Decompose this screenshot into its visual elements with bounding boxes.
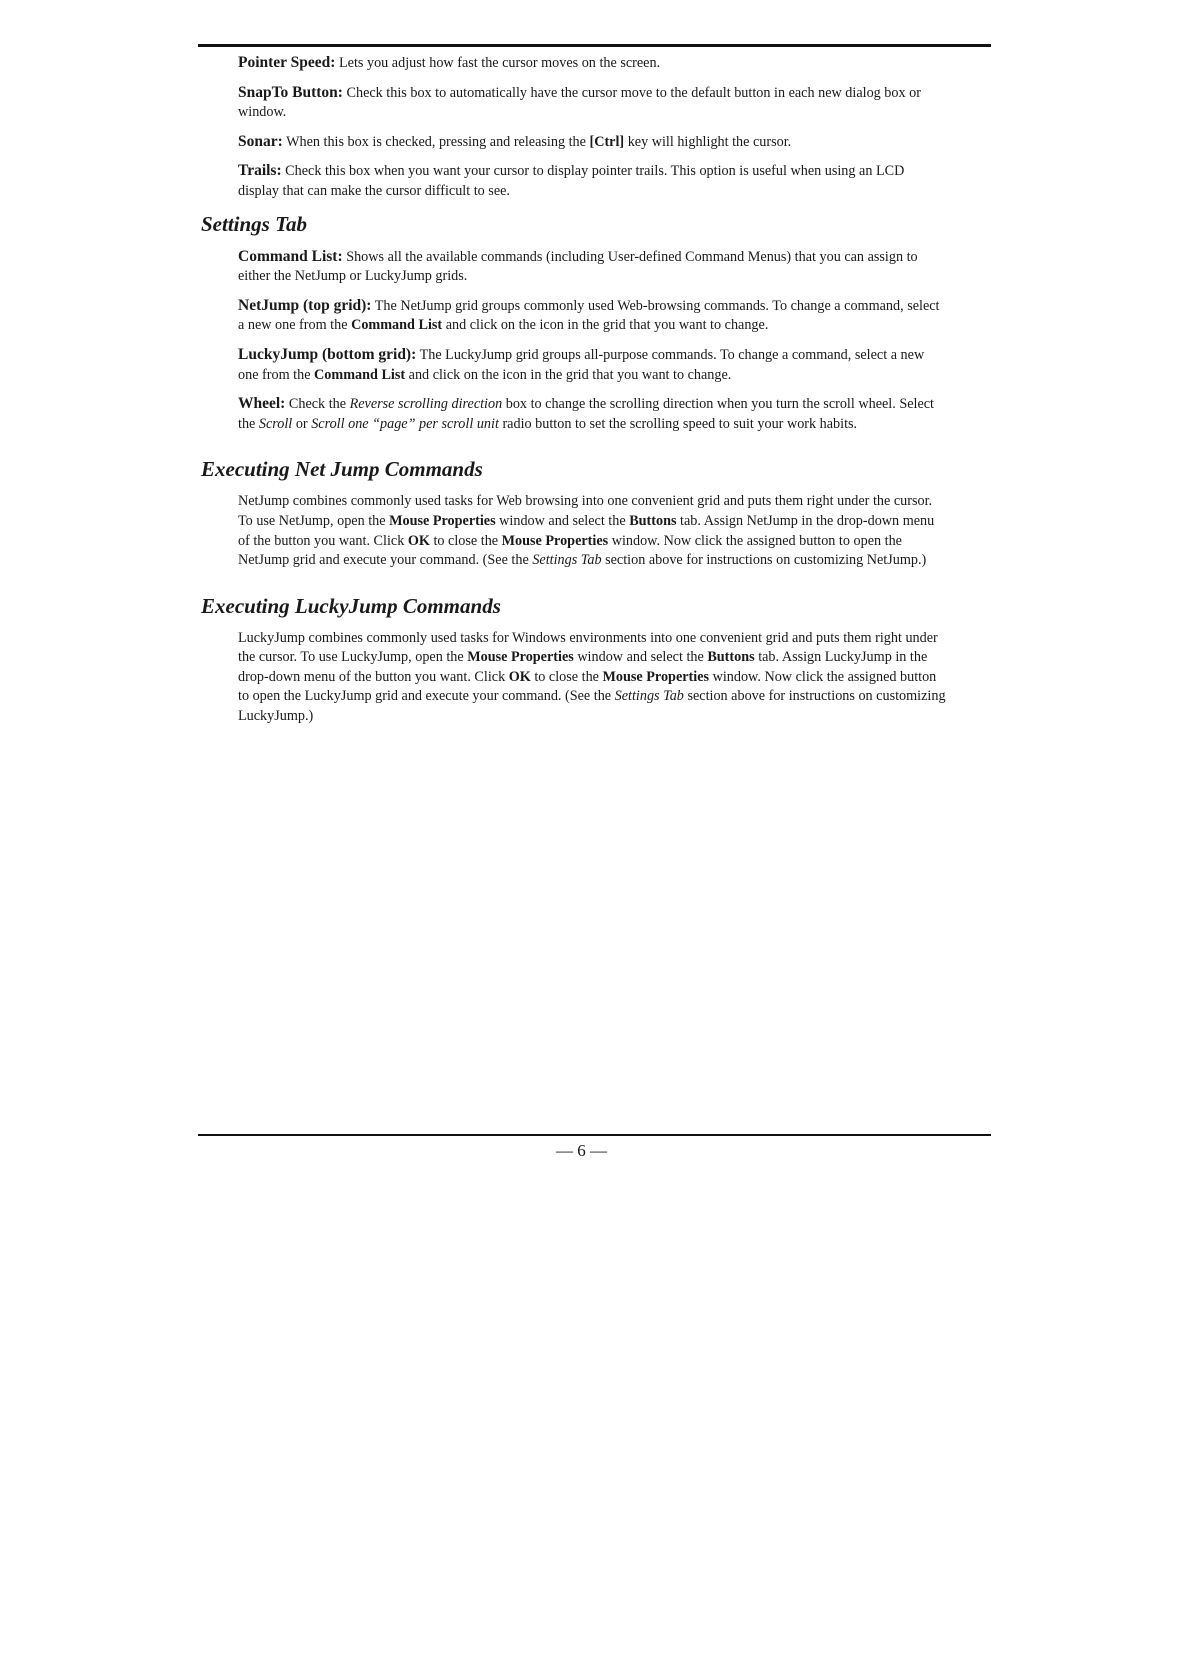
scroll-page-option: Scroll one “page” per scroll unit: [311, 415, 499, 432]
body-text: section above for instructions on customizing LuckyJump.): [238, 688, 946, 725]
mouse-properties-ref: Mouse Properties: [467, 649, 574, 666]
command-list-term: Command List:: [238, 247, 343, 265]
buttons-tab-ref: Buttons: [707, 649, 755, 666]
body-text: window. Now click the assigned button to open the LuckyJump grid and execute your command. (See the: [238, 668, 937, 705]
command-list-text: Shows all the available commands (including User-defined Command Menus) that you can assign to either the NetJump or LuckyJump grids.: [238, 248, 918, 285]
wheel-text: box to change the scrolling direction when you turn the scroll wheel. Select the: [238, 396, 934, 432]
pointer-speed-item: [238, 53, 948, 74]
trails-item: [238, 161, 948, 201]
sonar-term: Sonar:: [238, 132, 283, 150]
body-text: tab. Assign LuckyJump in the drop-down menu of the button you want. Click: [238, 649, 928, 685]
trails-text: Check this box when you want your cursor to display pointer trails. This option is useful when using an LCD display that can make the cursor difficult to see.: [238, 163, 905, 199]
buttons-tab-ref: Buttons: [629, 512, 677, 529]
wheel-text-end: radio button to set the scrolling speed to suit your work habits.: [502, 415, 858, 432]
body-text: to close the: [433, 532, 499, 549]
luckyjump-grid-text: The LuckyJump grid groups all-purpose commands. To change a command, select a new one from the: [238, 346, 925, 383]
body-text: NetJump combines commonly used tasks for Web browsing into one convenient grid and puts them right under the cursor. To use NetJump, open the: [238, 493, 933, 529]
ok-ref: OK: [508, 668, 531, 685]
body-text: tab. Assign NetJump in the drop-down menu of the button you want. Click: [238, 512, 935, 549]
pointer-speed-text: Lets you adjust how fast the cursor moves on the screen.: [339, 55, 661, 71]
command-list-ref: Command List: [314, 366, 406, 383]
page-number: — 6 —: [556, 1141, 607, 1160]
mouse-properties-ref: Mouse Properties: [389, 512, 496, 529]
body-text: window and select the: [577, 649, 704, 666]
settings-tab-ref: Settings Tab: [614, 688, 684, 705]
luckyjump-section-heading: Executing LuckyJump Commands: [201, 593, 501, 618]
trails-term: Trails:: [238, 162, 282, 180]
ok-ref: OK: [407, 532, 430, 549]
settings-tab-ref: Settings Tab: [532, 552, 602, 569]
sonar-text: When this box is checked, pressing and releasing the: [286, 133, 586, 150]
body-text: to close the: [534, 668, 599, 685]
luckyjump-grid-text-end: and click on the icon in the grid that you want to change.: [408, 366, 732, 383]
netjump-grid-text-end: and click on the icon in the grid that you want to change.: [445, 317, 769, 334]
wheel-text: Check the: [288, 396, 347, 413]
pointer-speed-term: Pointer Speed:: [238, 54, 336, 71]
top-rule: [198, 44, 991, 47]
body-text: section above for instructions on customizing NetJump.): [605, 552, 927, 569]
body-text: window and select the: [499, 512, 626, 529]
scroll-option: Scroll: [258, 415, 293, 432]
snapto-text: Check this box to automatically have the cursor move to the default button in each new dialog box or window.: [238, 84, 921, 121]
command-list-ref: Command List: [351, 317, 443, 334]
snapto-term: SnapTo Button:: [238, 83, 343, 101]
sonar-text-end: key will highlight the cursor.: [627, 133, 792, 150]
luckyjump-grid-term: LuckyJump (bottom grid):: [238, 345, 417, 363]
settings-tab-heading: Settings Tab: [201, 211, 308, 236]
mouse-properties-ref: Mouse Properties: [501, 532, 609, 549]
netjump-grid-item: [238, 296, 948, 336]
netjump-section-body: [238, 492, 948, 570]
body-text: LuckyJump combines commonly used tasks for Windows environments into one convenient grid and puts them right under the cursor. To use LuckyJump, open the: [238, 629, 938, 666]
wheel-term: Wheel:: [238, 395, 286, 413]
luckyjump-section-body: [238, 629, 948, 727]
wheel-item: [238, 394, 948, 434]
netjump-grid-term: NetJump (top grid):: [238, 296, 372, 314]
reverse-scrolling-option: Reverse scrolling direction: [349, 396, 503, 413]
ctrl-key-label: [Ctrl]: [589, 133, 625, 150]
mouse-properties-ref: Mouse Properties: [602, 668, 710, 685]
luckyjump-grid-item: [238, 345, 948, 385]
bottom-rule: [198, 1134, 991, 1136]
wheel-text: or: [295, 415, 308, 432]
sonar-item: [238, 132, 948, 153]
snapto-item: [238, 83, 948, 123]
command-list-item: [238, 247, 948, 287]
manual-page: [198, 53, 991, 727]
body-text: window. Now click the assigned button to open the NetJump grid and execute your command. (See the: [238, 532, 902, 569]
netjump-section-heading: Executing Net Jump Commands: [201, 457, 483, 482]
netjump-grid-text: The NetJump grid groups commonly used Web-browsing commands. To change a command, select a new one from the: [238, 297, 940, 334]
